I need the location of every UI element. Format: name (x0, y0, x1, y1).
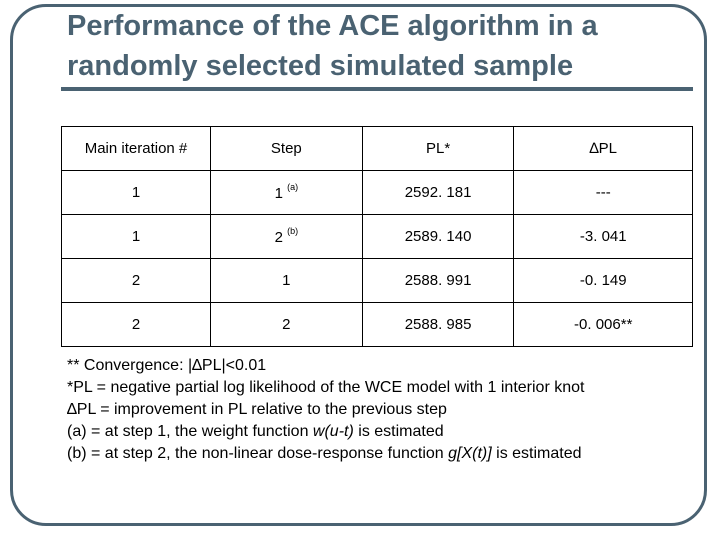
note-a-text: (a) = at step 1, the weight function (67, 423, 313, 440)
step-value: 2 (282, 316, 291, 333)
note-b (67, 443, 697, 465)
note-a-suffix: is estimated (353, 423, 444, 440)
cell-iteration: 1 (62, 171, 211, 215)
header-step: Step (210, 127, 362, 171)
cell-pl: 2592. 181 (362, 171, 514, 215)
header-iteration: Main iteration # (62, 127, 211, 171)
cell-step (210, 215, 362, 259)
note-b-text: (b) = at step 2, the non-linear dose-response function (67, 445, 449, 462)
cell-step (210, 259, 362, 303)
note-delta-pl-definition: ∆PL = improvement in PL relative to the previous step (67, 401, 447, 418)
table-row (62, 259, 693, 303)
step-superscript: (a) (287, 181, 299, 192)
header-delta-pl: ∆PL (514, 127, 693, 171)
step-superscript: (b) (287, 225, 299, 236)
note-a-function: w(u-t) (312, 423, 354, 440)
cell-delta-pl: --- (514, 171, 693, 215)
header-pl: PL* (362, 127, 514, 171)
cell-pl: 2588. 991 (362, 259, 514, 303)
note-convergence: ** Convergence: |∆PL|<0.01 (67, 357, 267, 374)
cell-pl: 2588. 985 (362, 303, 514, 347)
cell-delta-pl: -0. 006** (514, 303, 693, 347)
cell-iteration: 2 (62, 303, 211, 347)
note-b-suffix: is estimated (491, 445, 582, 462)
title-underline (61, 87, 693, 91)
table-row (62, 303, 693, 347)
cell-step (210, 171, 362, 215)
table-row (62, 171, 693, 215)
cell-iteration: 1 (62, 215, 211, 259)
slide-title: Performance of the ACE algorithm in a randomly selected simulated sample (67, 10, 598, 82)
step-value: 1 (282, 272, 291, 289)
step-value: 2 (274, 228, 283, 246)
table-row (62, 215, 693, 259)
cell-delta-pl: -3. 041 (514, 215, 693, 259)
footnotes (67, 355, 697, 465)
table-header-row (62, 127, 693, 171)
cell-delta-pl: -0. 149 (514, 259, 693, 303)
cell-step (210, 303, 362, 347)
note-b-function: g[X(t)] (448, 445, 492, 462)
note-a (67, 421, 697, 443)
cell-pl: 2589. 140 (362, 215, 514, 259)
results-table (61, 126, 693, 347)
step-value: 1 (274, 184, 283, 202)
note-pl-definition: *PL = negative partial log likelihood of the WCE model with 1 interior knot (67, 379, 585, 396)
cell-iteration: 2 (62, 259, 211, 303)
